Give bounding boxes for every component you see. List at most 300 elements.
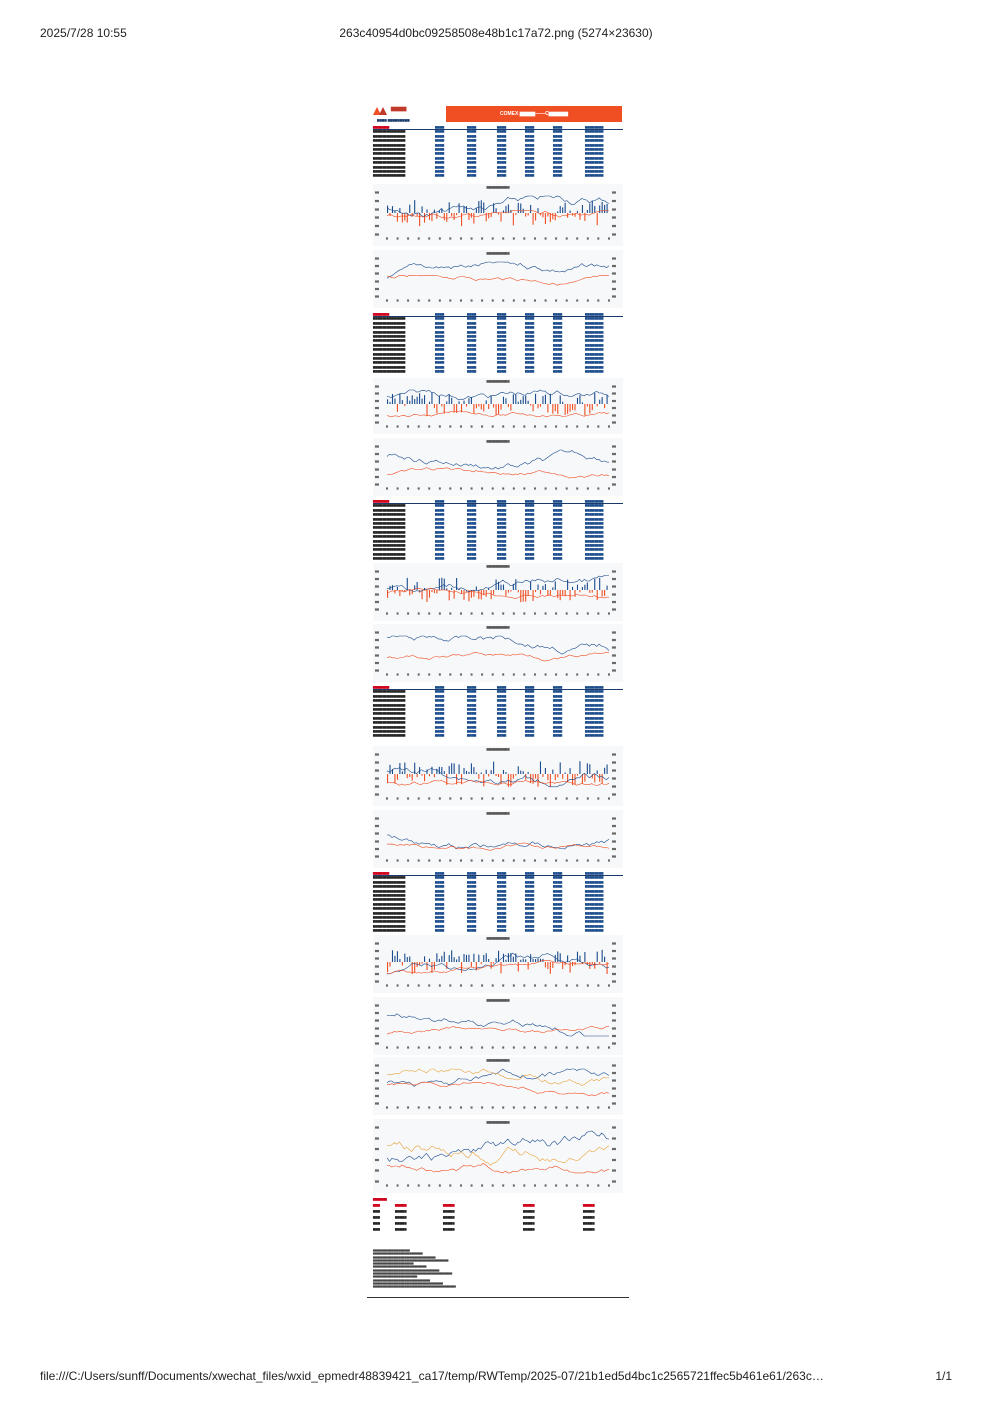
table-cell: ▆▆▆▆	[467, 733, 477, 738]
y-tick-label: ▆▆	[375, 1026, 379, 1030]
x-tick-label: ▆	[586, 425, 589, 428]
y2-tick-label: ▆▆	[612, 460, 616, 464]
x-tick-label: ▆	[449, 299, 452, 302]
table-cell: ▆▆▆▆	[525, 142, 535, 147]
x-tick-label: ▆	[491, 673, 494, 676]
table-row-label: ▆▆▆▆▆▆▆▆▆▆▆▆▆▆	[373, 556, 406, 561]
table-cell: ▆▆▆▆	[497, 693, 507, 698]
x-tick-label: ▆	[449, 984, 452, 987]
table-cell: ▆▆▆▆	[497, 325, 507, 330]
table-cell: ▆▆▆▆▆	[523, 1215, 535, 1219]
chart-title-lettering: ▆▆▆▆▆▆▆▆▆▆	[486, 185, 510, 189]
bar-mark	[417, 213, 418, 216]
x-tick-label: ▆	[470, 425, 473, 428]
bar-mark	[473, 213, 474, 223]
bar-mark	[584, 404, 585, 415]
bar-mark	[518, 590, 519, 592]
table-cell: ▆▆▆▆	[435, 146, 445, 151]
table-cell: ▆▆▆▆	[525, 897, 535, 902]
table-cell: ▆▆▆▆	[525, 702, 535, 707]
bar-mark	[545, 213, 546, 224]
table-cell: ▆▆▆▆▆▆▆▆	[585, 168, 604, 173]
bar-mark	[545, 962, 546, 967]
footnote-line: ▆▆▆▆▆▆▆▆▆▆▆▆▆▆▆▆▆▆▆▆▆▆▆▆▆▆▆▆▆▆▆▆▆▆▆▆▆▆▆▆▆▆▆	[373, 1272, 453, 1276]
bar-mark	[528, 401, 529, 404]
bar-mark	[498, 213, 499, 215]
bar-mark	[431, 393, 432, 404]
chart-panel-9	[373, 935, 623, 993]
y-tick-label: ▆▆	[375, 577, 379, 581]
table-cell: ▆▆▆▆	[467, 364, 477, 369]
x-tick-label: ▆	[586, 237, 589, 240]
bar-mark	[466, 206, 467, 213]
bar-mark	[520, 771, 521, 774]
bar-mark	[478, 590, 479, 599]
bar-mark	[424, 774, 425, 781]
bar-mark	[602, 774, 603, 784]
bar-mark	[582, 402, 583, 404]
x-tick-label: ▆	[417, 859, 420, 862]
table-row-label: ▆▆▆▆▆▆▆▆▆▆▆▆▆▆	[373, 355, 406, 360]
table-cell: ▆▆▆▆	[497, 715, 507, 720]
bar-mark	[397, 404, 398, 412]
table-cell: ▆▆▆▆	[467, 351, 477, 356]
x-tick-label: ▆	[523, 673, 526, 676]
table-cell: ▆▆▆▆	[435, 923, 445, 928]
y2-tick-label: ▆▆	[612, 980, 616, 983]
x-tick-label: ▆	[534, 487, 536, 490]
table-cell: ▆▆▆▆	[553, 914, 563, 919]
bar-mark	[513, 774, 514, 779]
bar-mark	[397, 951, 398, 962]
x-tick-label: ▆	[491, 1046, 494, 1049]
y2-tick-label: ▆▆	[612, 847, 616, 851]
bar-mark	[436, 590, 437, 593]
table-row-label: ▆▆▆▆▆▆▆▆▆▆▆▆▆▆	[373, 173, 406, 178]
y-tick-label: ▆▆	[375, 191, 379, 194]
bar-mark	[454, 763, 455, 774]
indicator-table-4	[373, 685, 623, 738]
table-cell: ▆▆▆▆	[435, 919, 445, 924]
table-cell: ▆▆▆▆	[467, 871, 477, 875]
bar-mark	[572, 404, 573, 410]
y2-tick-label: ▆▆	[612, 964, 616, 968]
table-cell: ▆▆▆▆	[467, 919, 477, 924]
document-page	[369, 104, 627, 1298]
x-tick-label: ▆	[565, 673, 568, 676]
table-cell: ▆▆▆▆	[553, 693, 563, 698]
table-cell: ▆▆▆▆▆▆▆▆	[585, 146, 604, 151]
x-tick-label: ▆	[407, 859, 410, 862]
bar-mark	[426, 404, 427, 415]
bar-mark	[478, 774, 479, 779]
x-tick-label: ▆	[555, 859, 558, 862]
indicator-table-5	[373, 871, 623, 932]
bar-mark	[496, 404, 497, 415]
table-cell: ▆▆▆▆	[525, 516, 535, 521]
bar-mark	[449, 202, 450, 213]
table-cell: ▆▆▆▆▆▆▆▆	[585, 914, 604, 919]
table-cell: ▆▆▆▆	[467, 888, 477, 893]
x-tick-label: ▆	[555, 1046, 558, 1049]
x-tick-label: ▆	[512, 237, 515, 240]
table-cell: ▆▆▆▆	[497, 689, 507, 694]
table-cell: ▆▆▆▆	[525, 369, 535, 374]
table-cell: ▆▆▆▆	[467, 525, 477, 530]
bar-mark	[397, 774, 398, 780]
x-tick-label: ▆	[555, 487, 558, 490]
table-cell: ▆▆▆▆▆▆▆▆	[585, 706, 604, 711]
table-cell: ▆▆▆▆	[525, 338, 535, 343]
table-row-label: ▆▆▆▆▆▆▆▆▆▆▆▆▆▆	[373, 333, 406, 338]
table-row-label: ▆▆▆▆▆▆▆▆▆▆▆▆▆▆	[373, 919, 406, 924]
table-cell: ▆▆▆▆▆▆▆▆	[585, 892, 604, 897]
y-tick-label: ▆▆	[375, 1169, 379, 1173]
x-tick-label: ▆	[438, 425, 441, 428]
table-row-label: ▆▆▆▆▆▆▆▆▆▆▆▆▆▆	[373, 133, 406, 138]
x-tick-label: ▆	[555, 797, 558, 800]
bar-mark	[510, 404, 511, 411]
bar-mark	[533, 213, 534, 225]
table-cell: ▆▆▆▆	[553, 516, 563, 521]
bar-mark	[426, 770, 427, 774]
bar-mark	[394, 399, 395, 404]
chart-plot	[373, 250, 623, 308]
table-cell: ▆▆▆▆	[525, 499, 535, 503]
y-tick-label: ▆▆	[375, 1011, 379, 1015]
table-cell: ▆▆▆▆	[525, 711, 535, 716]
table-cell: ▆▆▆▆	[467, 928, 477, 933]
bar-mark	[574, 213, 575, 217]
x-tick-label: ▆	[512, 487, 515, 490]
bar-mark	[513, 213, 514, 225]
series-line	[387, 636, 609, 654]
y-tick-label: ▆▆	[375, 653, 379, 657]
footnote-line: ▆▆▆▆▆▆▆▆▆▆▆▆▆▆▆▆▆▆▆▆▆▆▆▆▆▆▆▆▆▆▆▆▆▆	[373, 1255, 436, 1259]
table-cell: ▆▆▆▆	[553, 711, 563, 716]
table-cell: ▆▆▆▆	[497, 173, 507, 178]
bar-mark	[454, 590, 455, 599]
bar-mark	[498, 404, 499, 414]
table-cell: ▆▆▆▆	[525, 733, 535, 738]
table-cell: ▆▆▆▆	[467, 520, 477, 525]
x-tick-label: ▆	[449, 1106, 452, 1109]
bar-mark	[454, 213, 455, 220]
y-tick-label: ▆▆	[375, 264, 379, 268]
table-cell: ▆▆▆	[373, 1221, 380, 1225]
x-tick-label: ▆	[597, 237, 600, 240]
bar-mark	[463, 954, 464, 962]
bar-mark	[535, 394, 536, 404]
table-cell: ▆▆▆▆▆	[583, 1221, 595, 1225]
y-tick-label: ▆▆	[375, 753, 379, 756]
bar-mark	[604, 404, 605, 408]
table-row-label: ▆▆▆▆▆▆▆▆▆▆▆▆▆▆	[373, 342, 406, 347]
bar-mark	[552, 213, 553, 219]
bar-mark	[496, 579, 497, 590]
bar-mark	[555, 774, 556, 780]
footnote-line: ▆▆▆▆▆▆▆▆▆▆▆▆▆▆▆▆▆▆▆▆▆▆▆▆▆▆▆▆▆▆▆▆▆▆▆▆▆▆▆▆▆▆▆▆▆	[373, 1285, 456, 1289]
table-cell: ▆▆▆▆	[497, 720, 507, 725]
table-cell: ▆▆▆▆	[525, 125, 535, 129]
bar-mark	[597, 213, 598, 225]
y2-tick-label: ▆▆	[612, 646, 616, 650]
bar-mark	[505, 772, 506, 774]
y-tick-label: ▆▆	[375, 793, 379, 796]
bar-mark	[389, 765, 390, 774]
series-line	[387, 768, 609, 787]
table-cell: ▆▆▆▆	[497, 901, 507, 906]
bar-mark	[449, 955, 450, 962]
table-row-label: ▆▆▆▆▆▆▆▆▆▆▆▆▆▆	[373, 320, 406, 325]
x-tick-label: ▆	[491, 612, 494, 615]
y-tick-label: ▆▆	[375, 638, 379, 642]
x-tick-label: ▆	[481, 237, 484, 240]
table-cell: ▆▆▆▆	[467, 910, 477, 915]
y-tick-label: ▆▆	[375, 847, 379, 851]
bar-mark	[394, 590, 395, 593]
x-tick-label: ▆	[523, 984, 526, 987]
bar-mark	[503, 397, 504, 404]
x-tick-label: ▆	[565, 237, 568, 240]
y-tick-label: ▆▆	[375, 224, 379, 228]
bar-mark	[500, 404, 501, 410]
table-cell: ▆▆▆▆	[525, 879, 535, 884]
table-row-label: ▆▆▆▆▆▆▆▆▆▆▆▆▆▆	[373, 168, 406, 173]
x-tick-label: ▆	[608, 673, 610, 676]
bar-mark	[515, 213, 516, 215]
table-cell: ▆▆▆▆	[435, 351, 445, 356]
table-cell: ▆▆▆▆	[525, 329, 535, 334]
bar-mark	[441, 578, 442, 590]
y2-tick-label: ▆▆	[612, 1026, 616, 1030]
x-tick-label: ▆	[502, 1184, 505, 1187]
table-cell: ▆▆▆▆	[467, 685, 477, 689]
table-row-label: ▆▆▆▆▆▆▆▆▆▆▆▆▆▆	[373, 151, 406, 156]
y2-tick-label: ▆▆	[612, 653, 616, 657]
table-cell: ▆▆▆	[373, 1227, 380, 1231]
table-cell: ▆▆▆▆	[467, 720, 477, 725]
bar-mark	[525, 396, 526, 404]
table-cell: ▆▆▆▆	[467, 503, 477, 508]
y-tick-label: ▆▆	[375, 761, 379, 764]
x-tick-label: ▆	[428, 1046, 431, 1049]
y2-tick-label: ▆▆	[612, 793, 616, 796]
table-cell: ▆▆▆▆	[553, 525, 563, 530]
x-tick-label: ▆	[438, 299, 441, 302]
chart-panel-8	[373, 810, 623, 868]
table-cell: ▆▆▆▆▆▆▆▆	[585, 534, 604, 539]
table-cell: ▆▆▆▆	[553, 173, 563, 178]
x-tick-label: ▆	[586, 299, 589, 302]
bar-mark	[417, 582, 418, 590]
series-line	[387, 1142, 609, 1166]
x-tick-label: ▆	[608, 299, 610, 302]
table-cell: ▆▆▆▆	[467, 702, 477, 707]
bar-mark	[552, 770, 553, 774]
bar-mark	[456, 213, 457, 215]
table-cell: ▆▆▆▆	[497, 355, 507, 360]
table-cell: ▆▆▆▆	[525, 525, 535, 530]
table-cell: ▆▆▆▆	[497, 728, 507, 733]
table-cell: ▆▆▆▆	[525, 151, 535, 156]
bar-mark	[476, 587, 477, 590]
table-cell: ▆▆▆▆	[435, 333, 445, 338]
bar-mark	[560, 395, 561, 404]
table-cell: ▆▆▆▆▆	[583, 1209, 595, 1213]
table-cell: ▆▆▆▆	[435, 155, 445, 160]
table-cell: ▆▆▆▆▆▆▆▆	[585, 542, 604, 547]
bar-mark	[542, 213, 543, 217]
table-cell: ▆▆▆▆▆▆▆▆	[585, 875, 604, 880]
x-tick-label: ▆	[586, 1184, 589, 1187]
x-tick-label: ▆	[597, 797, 600, 800]
table-cell: ▆▆▆▆	[497, 538, 507, 543]
x-tick-label: ▆	[544, 299, 547, 302]
table-cell: ▆▆▆▆	[497, 928, 507, 933]
x-tick-label: ▆	[396, 487, 399, 490]
bar-mark	[468, 398, 469, 404]
table-row	[373, 173, 623, 177]
table-cell: ▆▆▆▆▆	[443, 1227, 455, 1231]
table-cell: ▆▆▆▆	[525, 906, 535, 911]
bar-mark	[567, 404, 568, 414]
x-tick-label: ▆	[512, 425, 515, 428]
y2-tick-label: ▆▆	[612, 1126, 616, 1129]
y2-tick-label: ▆▆	[612, 452, 616, 456]
table-cell: ▆▆▆▆	[497, 142, 507, 147]
table-row-label: ▆▆▆▆▆▆▆▆▆▆▆▆▆▆	[373, 369, 406, 374]
bar-mark	[463, 206, 464, 213]
bar-mark	[599, 205, 600, 213]
x-tick-label: ▆	[608, 425, 610, 428]
table-cell: ▆▆▆▆	[467, 355, 477, 360]
y2-tick-label: ▆▆	[612, 1019, 616, 1023]
table-cell: ▆▆▆▆▆	[395, 1203, 407, 1207]
table-row-label: ▆▆▆▆▆▆▆▆▆▆▆▆▆▆	[373, 879, 406, 884]
table-cell: ▆▆▆▆	[497, 351, 507, 356]
bar-mark	[607, 586, 608, 590]
table-cell: ▆▆▆▆	[497, 556, 507, 561]
table-cell: ▆▆▆▆▆▆▆▆	[585, 720, 604, 725]
bar-mark	[439, 767, 440, 774]
bar-mark	[582, 205, 583, 213]
bar-mark	[397, 587, 398, 590]
y-tick-label: ▆▆	[375, 824, 379, 828]
bar-mark	[486, 770, 487, 774]
table-cell: ▆▆▆▆	[435, 369, 445, 374]
y-tick-label: ▆▆	[375, 272, 379, 276]
table-cell: ▆▆▆▆	[553, 369, 563, 374]
table-cell: ▆▆▆▆	[497, 369, 507, 374]
x-tick-label: ▆	[502, 612, 505, 615]
table-cell: ▆▆▆▆▆▆▆▆	[585, 516, 604, 521]
y-tick-label: ▆▆	[375, 216, 379, 220]
bar-mark	[518, 203, 519, 213]
table-cell: ▆▆▆▆	[497, 534, 507, 539]
x-tick-label: ▆	[460, 237, 462, 240]
bar-mark	[429, 213, 430, 220]
table-cell: ▆▆▆▆▆▆▆▆	[585, 538, 604, 543]
bar-mark	[574, 590, 575, 597]
bar-mark	[446, 588, 447, 590]
bar-mark	[419, 213, 420, 226]
bar-mark	[459, 203, 460, 213]
table-cell: ▆▆▆▆▆▆▆▆	[585, 551, 604, 556]
chart-title-lettering: ▆▆▆▆▆▆▆▆▆▆	[486, 811, 510, 815]
y2-tick-label: ▆▆	[612, 421, 616, 424]
bar-mark	[545, 768, 546, 774]
table-cell: ▆▆▆▆▆▆▆▆	[585, 512, 604, 517]
y2-tick-label: ▆▆	[612, 1158, 616, 1162]
x-tick-label: ▆	[491, 425, 494, 428]
chart-panel-7	[373, 746, 623, 806]
bar-mark	[513, 394, 514, 404]
bar-mark	[424, 213, 425, 223]
bar-mark	[579, 590, 580, 592]
x-tick-label: ▆	[407, 1106, 410, 1109]
table-cell: ▆▆▆▆	[553, 151, 563, 156]
x-tick-label: ▆	[470, 237, 473, 240]
table-cell: ▆▆▆▆	[525, 160, 535, 165]
table-cell: ▆▆▆▆	[467, 538, 477, 543]
y2-tick-label: ▆▆	[612, 949, 616, 953]
table-cell: ▆▆▆▆	[553, 142, 563, 147]
bar-mark	[441, 956, 442, 962]
table-cell: ▆▆▆▆	[435, 360, 445, 365]
table-cell: ▆▆▆▆	[553, 728, 563, 733]
table-cell: ▆▆▆▆	[467, 547, 477, 552]
table-row-label: ▆▆▆▆▆▆▆▆▆▆▆▆▆▆	[373, 160, 406, 165]
x-tick-label: ▆	[523, 1106, 526, 1109]
table-cell: ▆▆▆▆	[525, 720, 535, 725]
x-tick-label: ▆	[576, 237, 579, 240]
y2-tick-label: ▆▆	[612, 839, 616, 843]
bar-mark	[461, 213, 462, 226]
table-row-label: ▆▆▆▆▆▆▆▆▆▆▆▆▆▆	[373, 155, 406, 160]
table-cell: ▆▆▆▆	[467, 906, 477, 911]
y-tick-label: ▆▆	[375, 233, 379, 236]
bar-mark	[468, 772, 469, 774]
bar-mark	[387, 399, 388, 404]
bar-mark	[481, 772, 482, 774]
table-row	[373, 928, 623, 932]
x-tick-label: ▆	[491, 859, 494, 862]
x-tick-label: ▆	[534, 237, 536, 240]
table-cell: ▆▆▆▆	[435, 525, 445, 530]
bar-mark	[471, 763, 472, 774]
series-line	[387, 1069, 609, 1086]
table-cell: ▆▆▆▆▆▆▆▆	[585, 711, 604, 716]
x-tick-label: ▆	[576, 673, 579, 676]
bar-mark	[473, 954, 474, 962]
table-cell: ▆▆▆▆	[467, 146, 477, 151]
x-tick-label: ▆	[460, 1184, 462, 1187]
bar-mark	[404, 954, 405, 962]
bar-mark	[537, 404, 538, 408]
bar-mark	[439, 396, 440, 404]
table-cell: ▆▆▆▆▆	[395, 1215, 407, 1219]
table-cell: ▆▆▆▆	[435, 698, 445, 703]
bar-mark	[528, 590, 529, 596]
table-cell: ▆▆▆▆	[553, 923, 563, 928]
bar-mark	[481, 404, 482, 409]
x-tick-label: ▆	[481, 673, 484, 676]
table-row-label: ▆▆▆▆▆▆▆▆▆▆▆▆▆▆	[373, 138, 406, 143]
y-tick-label: ▆▆	[375, 608, 379, 611]
series-line	[387, 781, 609, 786]
bar-mark	[500, 962, 501, 973]
